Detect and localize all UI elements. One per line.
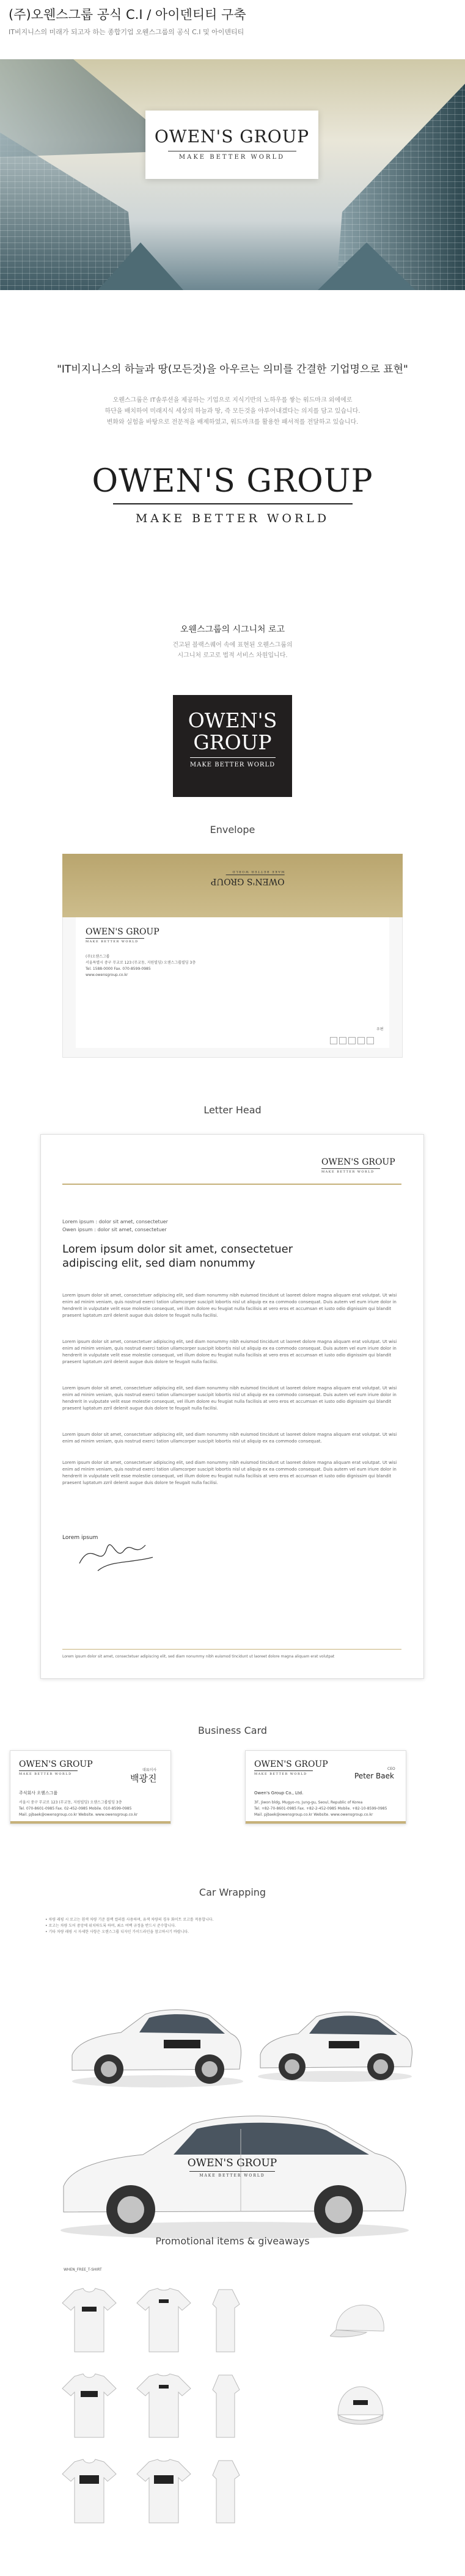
letterhead-title: Letter Head — [203, 1104, 262, 1116]
card-name: Peter Baek — [354, 1772, 394, 1780]
intro-line: 하단을 배치하여 미래지식 세상의 하늘과 땅, 즉 모든것을 아루어내겠다는 의지를 담고 있습니다. — [104, 408, 361, 415]
letterhead-sign-label: Lorem ipsum — [62, 1535, 98, 1541]
card-gold-strip — [246, 1821, 406, 1824]
signature-scrawl — [73, 1527, 159, 1576]
letterhead-footer: Lorem ipsum dolor sit amet, consectetuer adipiscing elit, sed diam nonummy nibh euismod tincidunt ut laoreet dolore magna aliquam erat volutpat — [62, 1654, 335, 1659]
slogan: "IT비지니스의 하늘과 땅(모든것)을 아우르는 의미를 간결한 기업명으로 표현" — [57, 363, 408, 376]
main-wordmark — [0, 463, 465, 525]
intro-line: 오웬스그룹은 IT솔루션을 제공하는 기업으로 지식기반의 노하우를 쌓는 워드마크 외에에로 — [112, 397, 353, 404]
brand-tagline: MAKE BETTER WORLD — [178, 154, 285, 161]
letterhead-heading: Lorem ipsum dolor sit amet, consectetuer adipiscing elit, sed diam nonummy — [62, 1243, 293, 1270]
wordmark-divider — [113, 503, 353, 504]
card-role: 대표이사 — [142, 1768, 157, 1772]
signature-logo — [173, 695, 292, 797]
business-card-english — [245, 1750, 406, 1824]
card-company: Owen's Group Co., Ltd. — [254, 1791, 304, 1796]
signature-line2: GROUP — [193, 730, 272, 754]
letterhead-logo: OWEN'S GROUP MAKE BETTER WORLD — [321, 1157, 395, 1174]
letterhead-paragraph: Lorem ipsum dolor sit amet, consectetuer adipiscing elit, sed diam nonummy nibh euismod tincidunt ut laoreet dolore magna aliquam erat volutpat. Ut wisi enim ad minim veniam, quis nostrud exerci tation ullamcorper suscipit lobortis nisl ut aliquip ex ea commodo consequat. — [62, 1432, 397, 1444]
cap-front — [333, 2382, 388, 2431]
business-card-title: Business Card — [197, 1725, 268, 1736]
card-contact: 3F, Jiwon bldg, Mugyo-ro, Jung-gu, Seoul, Republic of Korea Tel. +82-70-8601-0985 Fax. +82-2-452-0985 Mobile. +82-10-8599-0985 Mail. pjbaek@owensgroup.co.kr Website. www.owensgroup.co.kr — [254, 1800, 387, 1817]
card-role: CEO — [387, 1767, 395, 1771]
card-gold-strip — [10, 1821, 170, 1824]
car-rear-view — [255, 1998, 416, 2084]
t-shirt-side — [208, 2458, 244, 2524]
letterhead-paragraph: Lorem ipsum dolor sit amet, consectetuer adipiscing elit, sed diam nonummy nibh euismod tincidunt ut laoreet dolore magna aliquam erat volutpat. Ut wisi enim ad minim veniam, quis nostrud exerci tation ullamcorper suscipit lobortis nisl ut aliquip ex ea commodo consequat. Duis autem vel eum iriure dolor in hendrerit in vulputate velit esse molestie consequat, vel illum dolore eu feugiat nulla facilisis at vero eros et accumsan et iusto odio dignissim qui blandit praesent luptatum zzril delenit augue duis dolore te feugait nulla facilisi. — [62, 1460, 397, 1485]
car-wrapping-notes: • 차량 래핑 시 로고는 흰색 차량 기준 블랙 컬러를 사용하며, 유색 차량의 경우 화이트 로고를 적용합니다. • 로고는 차량 도어 중앙에 위치하도록 하며, 최소 여백 규정을 반드시 준수합니다. • 기타 차량 래핑 시 자세한 사항은 오웬스그룹 디자인 가이드라인을 참고하시기 바랍니다. — [45, 1918, 214, 1934]
t-shirt-back — [136, 2373, 192, 2439]
t-shirt-back — [136, 2287, 192, 2353]
letterhead-paragraph: Lorem ipsum dolor sit amet, consectetuer adipiscing elit, sed diam nonummy nibh euismod tincidunt ut laoreet dolore magna aliquam erat volutpat. Ut wisi enim ad minim veniam, quis nostrud exerci tation ullamcorper suscipit lobortis nisl ut aliquip ex ea commodo consequat. Duis autem vel eum iriure dolor in hendrerit in vulputate velit esse molestie consequat, vel illum dolore eu feugiat nulla facilisis at vero eros et accumsan et iusto odio dignissim qui blandit praesent luptatum zzril delenit augue duis dolore te feugait nulla facilisi. — [62, 1386, 397, 1411]
signature-title: 오웬스그룹의 시그니처 로고 — [180, 625, 285, 635]
signature-line1: OWEN'S — [188, 708, 277, 732]
card-logo: OWEN'S GROUP MAKE BETTER WORLD — [254, 1759, 328, 1776]
page-subtitle: IT비지니스의 미래가 되고자 하는 종합기업 오웬스그룹의 공식 C.I 및 아이덴티티 — [9, 28, 244, 36]
card-logo: OWEN'S GROUP MAKE BETTER WORLD — [19, 1759, 93, 1776]
letterhead-paragraph: Lorem ipsum dolor sit amet, consectetuer adipiscing elit, sed diam nonummy nibh euismod tincidunt ut laoreet dolore magna aliquam erat volutpat. Ut wisi enim ad minim veniam, quis nostrud exerci tation ullamcorper suscipit lobortis nisl ut aliquip ex ea commodo consequat. Duis autem vel eum iriure dolor in hendrerit in vulputate velit esse molestie consequat, vel illum dolore eu feugiat nulla facilisis at vero eros et accumsan et iusto odio dignissim qui blandit praesent luptatum zzril delenit augue duis dolore te feugait nulla facilisi. — [62, 1339, 397, 1364]
letterhead-footer-line — [62, 1649, 401, 1650]
t-shirt-front — [61, 2373, 117, 2439]
promo-label: WHEN_FREE_T-SHIRT — [64, 2268, 102, 2272]
t-shirt-side — [208, 2287, 244, 2353]
wordmark-tagline: MAKE BETTER WORLD — [135, 512, 330, 525]
postal-code-boxes — [330, 1035, 376, 1047]
t-shirt-side — [208, 2373, 244, 2439]
car-side-view-1 — [66, 1997, 243, 2089]
business-card-korean — [10, 1750, 171, 1824]
t-shirt-front — [61, 2287, 117, 2353]
envelope-flap-logo: OWEN'S GROUP MAKE BETTER WORLD — [211, 870, 285, 886]
t-shirt-front — [61, 2458, 117, 2524]
envelope-address: (주)오웬스그룹 서울특별시 중구 무교로 123 (무교동, 지원빌딩) 오웬스그룹빌딩 3층 Tel. 1588-0000 Fax. 070-8599-0985 www.owensgroup.co.kr — [86, 955, 196, 977]
page-title: (주)오웬스그룹 공식 C.I / 아이덴티티 구축 — [9, 7, 246, 22]
wordmark-name: OWEN'S GROUP — [92, 463, 373, 500]
signature-divider — [190, 757, 276, 758]
promo-title: Promotional items & giveaways — [155, 2235, 310, 2247]
cap-side — [330, 2299, 391, 2348]
t-shirt-back — [136, 2458, 192, 2524]
envelope-title: Envelope — [210, 824, 255, 835]
hero-logo-card — [145, 111, 318, 179]
card-name: 백광진 — [130, 1773, 157, 1784]
car-door-logo: OWEN'S GROUP MAKE BETTER WORLD — [187, 2157, 277, 2178]
signature-desc — [110, 640, 355, 661]
car-wrapping-title: Car Wrapping — [199, 1887, 266, 1898]
intro-line: 변화와 실험을 바탕으로 전문적을 배제하였고, 워드마크를 활용한 패셔적를 전달하고 있습니다. — [106, 419, 359, 426]
signature-desc-line: 건고된 블랙스퀘어 속에 표현된 오웬스그룹의 — [172, 642, 293, 649]
letterhead-recipient: Lorem ipsum : dolor sit amet, consectetuer Owen ipsum : dolor sit amet, consectetuer — [62, 1219, 168, 1232]
card-company: 주식회사 오웬스그룹 — [19, 1791, 58, 1796]
brand-logo: OWEN'S GROUP — [154, 126, 310, 147]
signature-tagline: MAKE BETTER WORLD — [189, 762, 276, 768]
signature-desc-line: 시그니처 로고로 법적 서비스 차원입니다. — [177, 652, 288, 659]
card-contact: 서울시 중구 무교로 123 (무교동, 지원빌딩) 오웬스그룹빌딩 3층 Tel. 070-8601-0985 Fax. 02-452-0985 Mobile. 010-8599-0985 Mail. pjbaek@owensgroup.co.kr Website. www.owensgroup.co.kr — [19, 1800, 138, 1817]
envelope-logo: OWEN'S GROUP MAKE BETTER WORLD — [86, 927, 159, 944]
letterhead-gold-line — [62, 1184, 401, 1185]
letterhead-paragraph: Lorem ipsum dolor sit amet, consectetuer adipiscing elit, sed diam nonummy nibh euismod tincidunt ut laoreet dolore magna aliquam erat volutpat. Ut wisi enim ad minim veniam, quis nostrud exerci tation ullamcorper suscipit lobortis nisl ut aliquip ex ea commodo consequat. Duis autem vel eum iriure dolor in hendrerit in vulputate velit esse molestie consequat, vel illum dolore eu feugiat nulla facilisis at vero eros et accumsan et iusto odio dignissim qui blandit praesent luptatum zzril delenit augue duis dolore te feugait nulla facilisi. — [62, 1293, 397, 1318]
intro-text — [86, 395, 379, 428]
envelope-post-label: 우편 — [376, 1027, 384, 1031]
